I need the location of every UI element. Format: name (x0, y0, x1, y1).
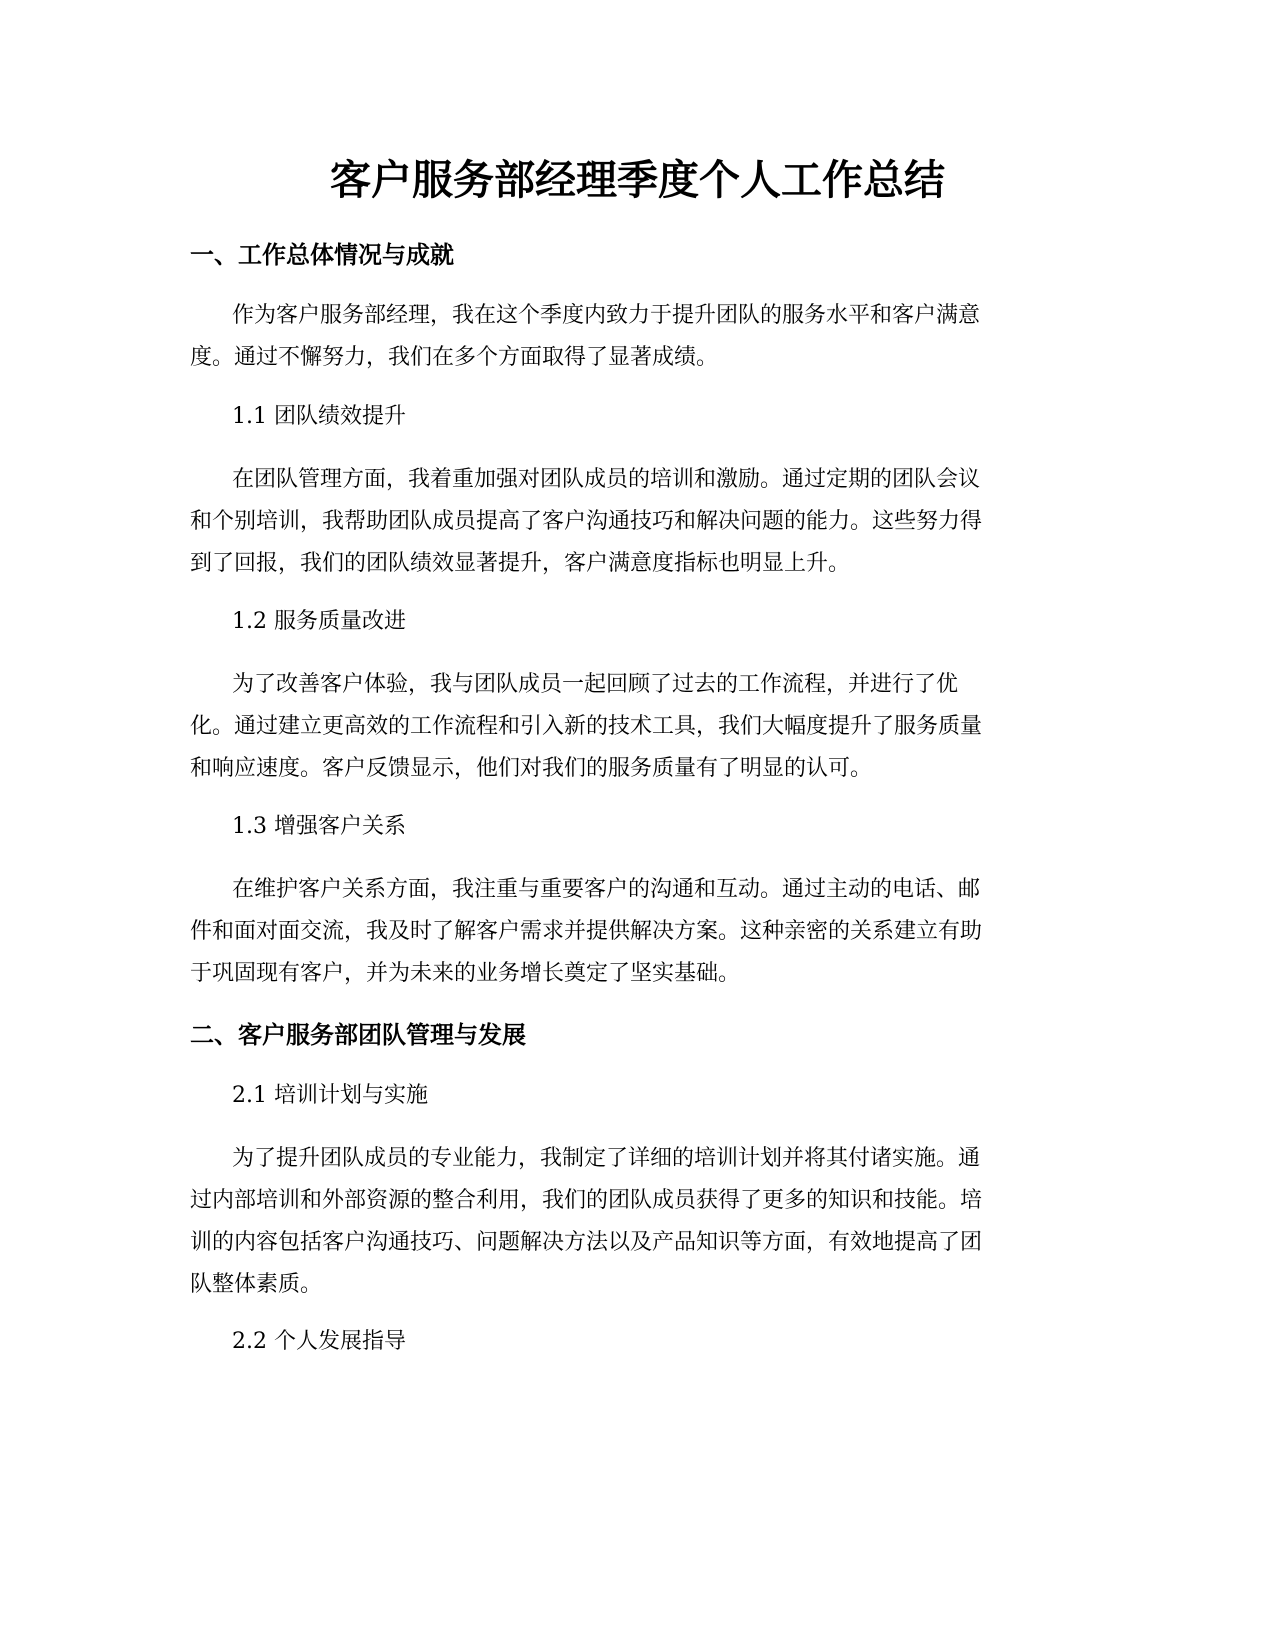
paragraph-line: 训的内容包括客户沟通技巧、问题解决方法以及产品知识等方面，有效地提高了团 (190, 1230, 983, 1255)
section-heading-2: 二、客户服务部团队管理与发展 (190, 1021, 526, 1049)
subsection-heading-1-2: 1.2 服务质量改进 (232, 609, 406, 634)
paragraph-line: 队整体素质。 (190, 1272, 323, 1297)
subsection-heading-2-2: 2.2 个人发展指导 (232, 1329, 406, 1354)
paragraph-line: 在团队管理方面，我着重加强对团队成员的培训和激励。通过定期的团队会议 (232, 467, 981, 492)
paragraph-line: 作为客户服务部经理，我在这个季度内致力于提升团队的服务水平和客户满意 (232, 303, 981, 328)
subsection-heading-1-1: 1.1 团队绩效提升 (232, 404, 406, 429)
section-1-intro-paragraph (190, 295, 1095, 379)
paragraph-line: 度。通过不懈努力，我们在多个方面取得了显著成绩。 (190, 345, 719, 370)
paragraph-line: 到了回报，我们的团队绩效显著提升，客户满意度指标也明显上升。 (190, 551, 851, 576)
paragraph-line: 为了改善客户体验，我与团队成员一起回顾了过去的工作流程，并进行了优 (232, 672, 959, 697)
subsection-1-1-paragraph (190, 459, 1095, 585)
paragraph-line: 在维护客户关系方面，我注重与重要客户的沟通和互动。通过主动的电话、邮 (232, 877, 981, 902)
paragraph-line: 件和面对面交流，我及时了解客户需求并提供解决方案。这种亲密的关系建立有助 (190, 919, 983, 944)
section-heading-1: 一、工作总体情况与成就 (190, 241, 454, 269)
paragraph-line: 为了提升团队成员的专业能力，我制定了详细的培训计划并将其付诸实施。通 (232, 1146, 981, 1171)
paragraph-line: 和个别培训，我帮助团队成员提高了客户沟通技巧和解决问题的能力。这些努力得 (190, 509, 983, 534)
paragraph-line: 过内部培训和外部资源的整合利用，我们的团队成员获得了更多的知识和技能。培 (190, 1188, 983, 1213)
subsection-heading-1-3: 1.3 增强客户关系 (232, 814, 406, 839)
subsection-heading-2-1: 2.1 培训计划与实施 (232, 1083, 428, 1108)
subsection-1-2-paragraph (190, 664, 1095, 790)
document-title: 客户服务部经理季度个人工作总结 (330, 156, 945, 204)
subsection-2-1-paragraph (190, 1138, 1095, 1306)
subsection-1-3-paragraph (190, 869, 1095, 995)
paragraph-line: 于巩固现有客户，并为未来的业务增长奠定了坚实基础。 (190, 961, 741, 986)
paragraph-line: 和响应速度。客户反馈显示，他们对我们的服务质量有了明显的认可。 (190, 756, 873, 781)
paragraph-line: 化。通过建立更高效的工作流程和引入新的技术工具，我们大幅度提升了服务质量 (190, 714, 983, 739)
